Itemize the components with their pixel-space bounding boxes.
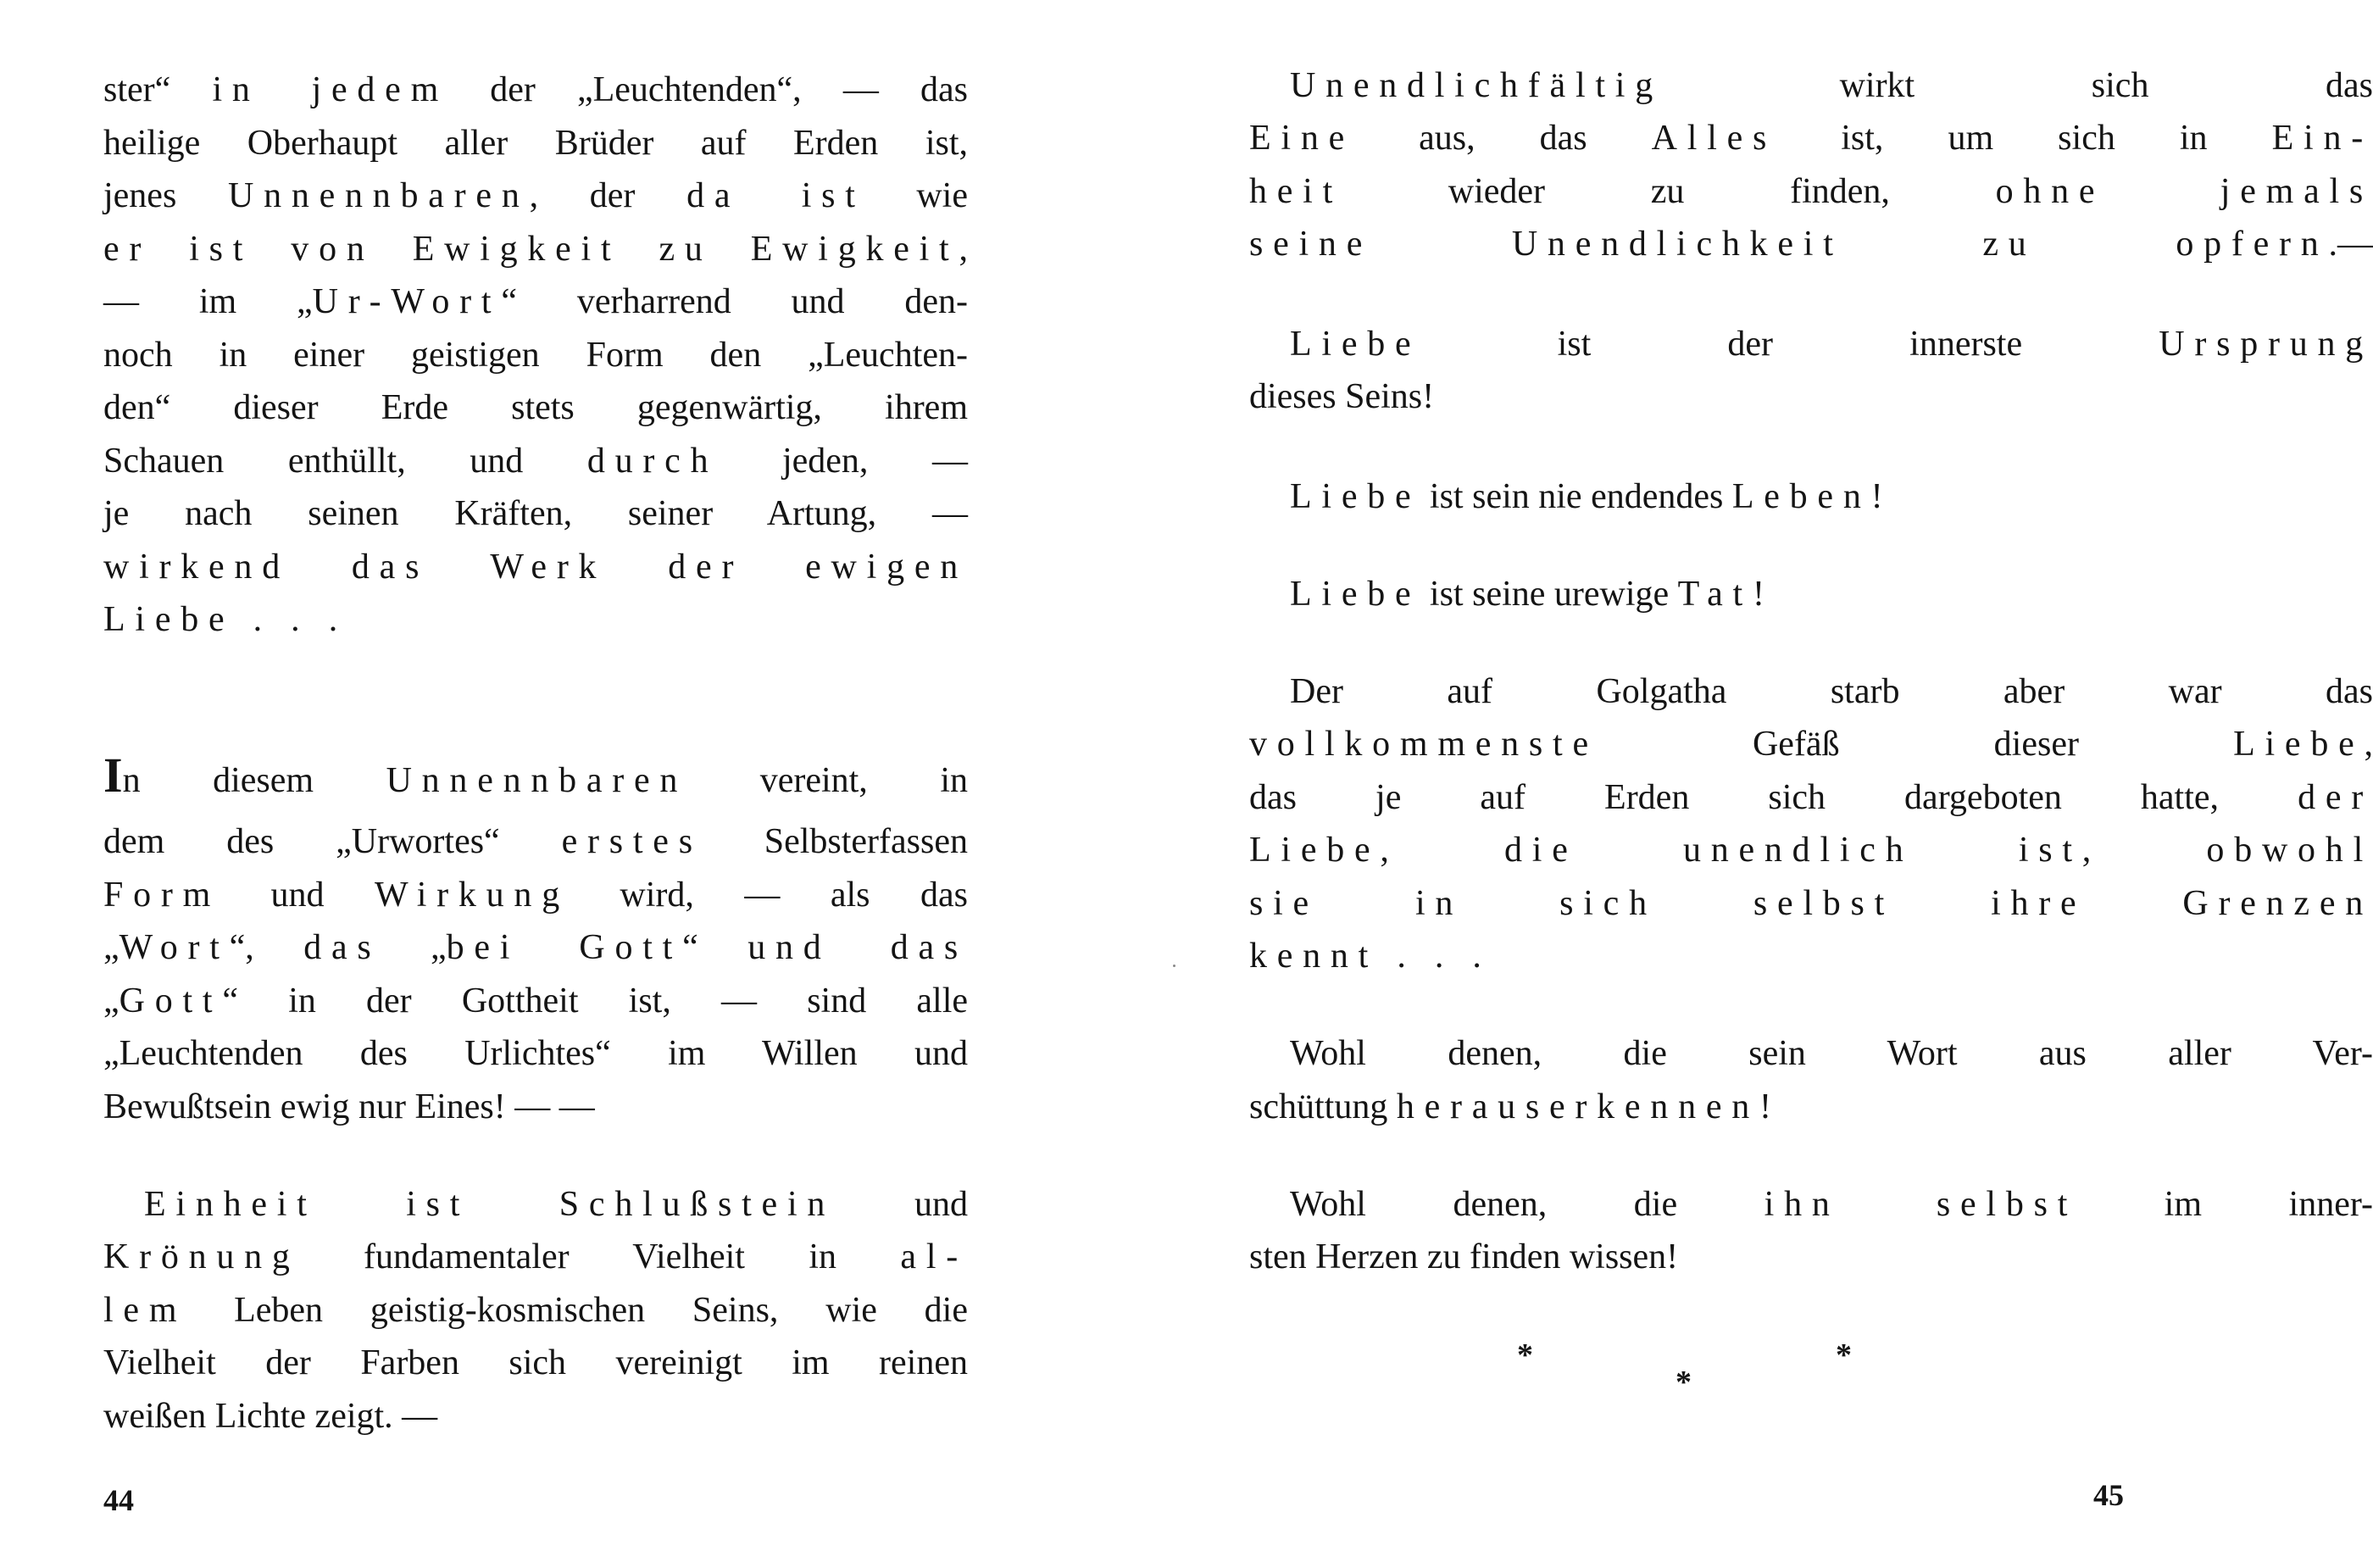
text-line: „Leuchtenden des Urlichtes“ im Willen und <box>103 1034 968 1073</box>
text-line: Liebe ist der innerste Ursprung <box>1290 325 2373 364</box>
right-page <box>1102 0 2373 1568</box>
text-line: jenes Unnennbaren, der da ist wie <box>103 176 968 215</box>
text-line: sie in sich selbst ihre Grenzen <box>1249 884 2373 923</box>
drop-cap: I <box>103 748 123 803</box>
text-line: schüttung herauserkennen! <box>1249 1087 1771 1126</box>
text-line: Krönung fundamentaler Vielheit in al- <box>103 1237 968 1276</box>
text-line: „Wort“, das „bei Gott“ und das <box>103 928 968 967</box>
text-line: dieses Seins! <box>1249 377 1435 416</box>
text-line: „Gott“ in der Gottheit ist, — sind alle <box>103 981 968 1020</box>
left-page <box>0 0 1102 1568</box>
ornament-star: * <box>1676 1365 1692 1400</box>
text-line: weißen Lichte zeigt. — <box>103 1397 438 1436</box>
text-line: seine Unendlichkeit zu opfern.— <box>1249 225 2373 264</box>
page-number: 44 <box>103 1483 134 1517</box>
text-line: noch in einer geistigen Form den „Leuchten- <box>103 336 968 375</box>
text-line: Schauen enthüllt, und durch jeden, — <box>103 442 968 481</box>
page-number: 45 <box>2093 1478 2124 1512</box>
text-line: Wohl denen, die sein Wort aus aller Ver- <box>1290 1034 2373 1073</box>
text-line: Der auf Golgatha starb aber war das <box>1290 672 2373 711</box>
text-line: dem des „Urwortes“ erstes Selbsterfassen <box>103 822 968 861</box>
text-line: Liebe . . . <box>103 600 347 639</box>
text-line: Liebe, die unendlich ist, obwohl <box>1249 831 2373 870</box>
text-line: das je auf Erden sich dargeboten hatte, der <box>1249 778 2373 817</box>
text-line: wirkend das Werk der ewigen <box>103 548 968 587</box>
text-line: er ist von Ewigkeit zu Ewigkeit, <box>103 230 968 269</box>
text-line: Liebe ist sein nie endendes Leben! <box>1290 477 1883 516</box>
text-line: Wohl denen, die ihn selbst im inner- <box>1290 1185 2373 1224</box>
text-line: Einheit ist Schlußstein und <box>144 1185 968 1224</box>
text-line: heilige Oberhaupt aller Brüder auf Erden ist, <box>103 124 968 163</box>
text-line: In diesem Unnennbaren vereint, in <box>103 748 968 803</box>
text-line: kennt . . . <box>1249 937 1492 976</box>
text-line: Unendlichfältig wirkt sich das <box>1290 66 2373 105</box>
ornament-star: * <box>1517 1337 1533 1373</box>
ornament-star: * <box>1836 1337 1852 1373</box>
text-line: den“ dieser Erde stets gegenwärtig, ihrem <box>103 388 968 427</box>
text-line: heit wieder zu finden, ohne jemals <box>1249 172 2373 211</box>
text-line: Form und Wirkung wird, — als das <box>103 876 968 915</box>
text-line: Vielheit der Farben sich vereinigt im reinen <box>103 1343 968 1382</box>
text-line: Bewußtsein ewig nur Eines! — — <box>103 1087 595 1126</box>
text-line: lem Leben geistig-kosmischen Seins, wie die <box>103 1291 968 1330</box>
text-line: Liebe ist seine urewige Tat! <box>1290 575 1764 614</box>
text-line: vollkommenste Gefäß dieser Liebe, <box>1249 725 2373 764</box>
text-line: je nach seinen Kräften, seiner Artung, — <box>103 494 968 533</box>
text-line: sten Herzen zu finden wissen! <box>1249 1237 1679 1276</box>
text-line: — im „Ur-Wort“ verharrend und den- <box>103 282 968 321</box>
text-line: ster“ in jedem der „Leuchtenden“, — das <box>103 70 968 109</box>
text-line: Eine aus, das Alles ist, um sich in Ein- <box>1249 119 2373 158</box>
